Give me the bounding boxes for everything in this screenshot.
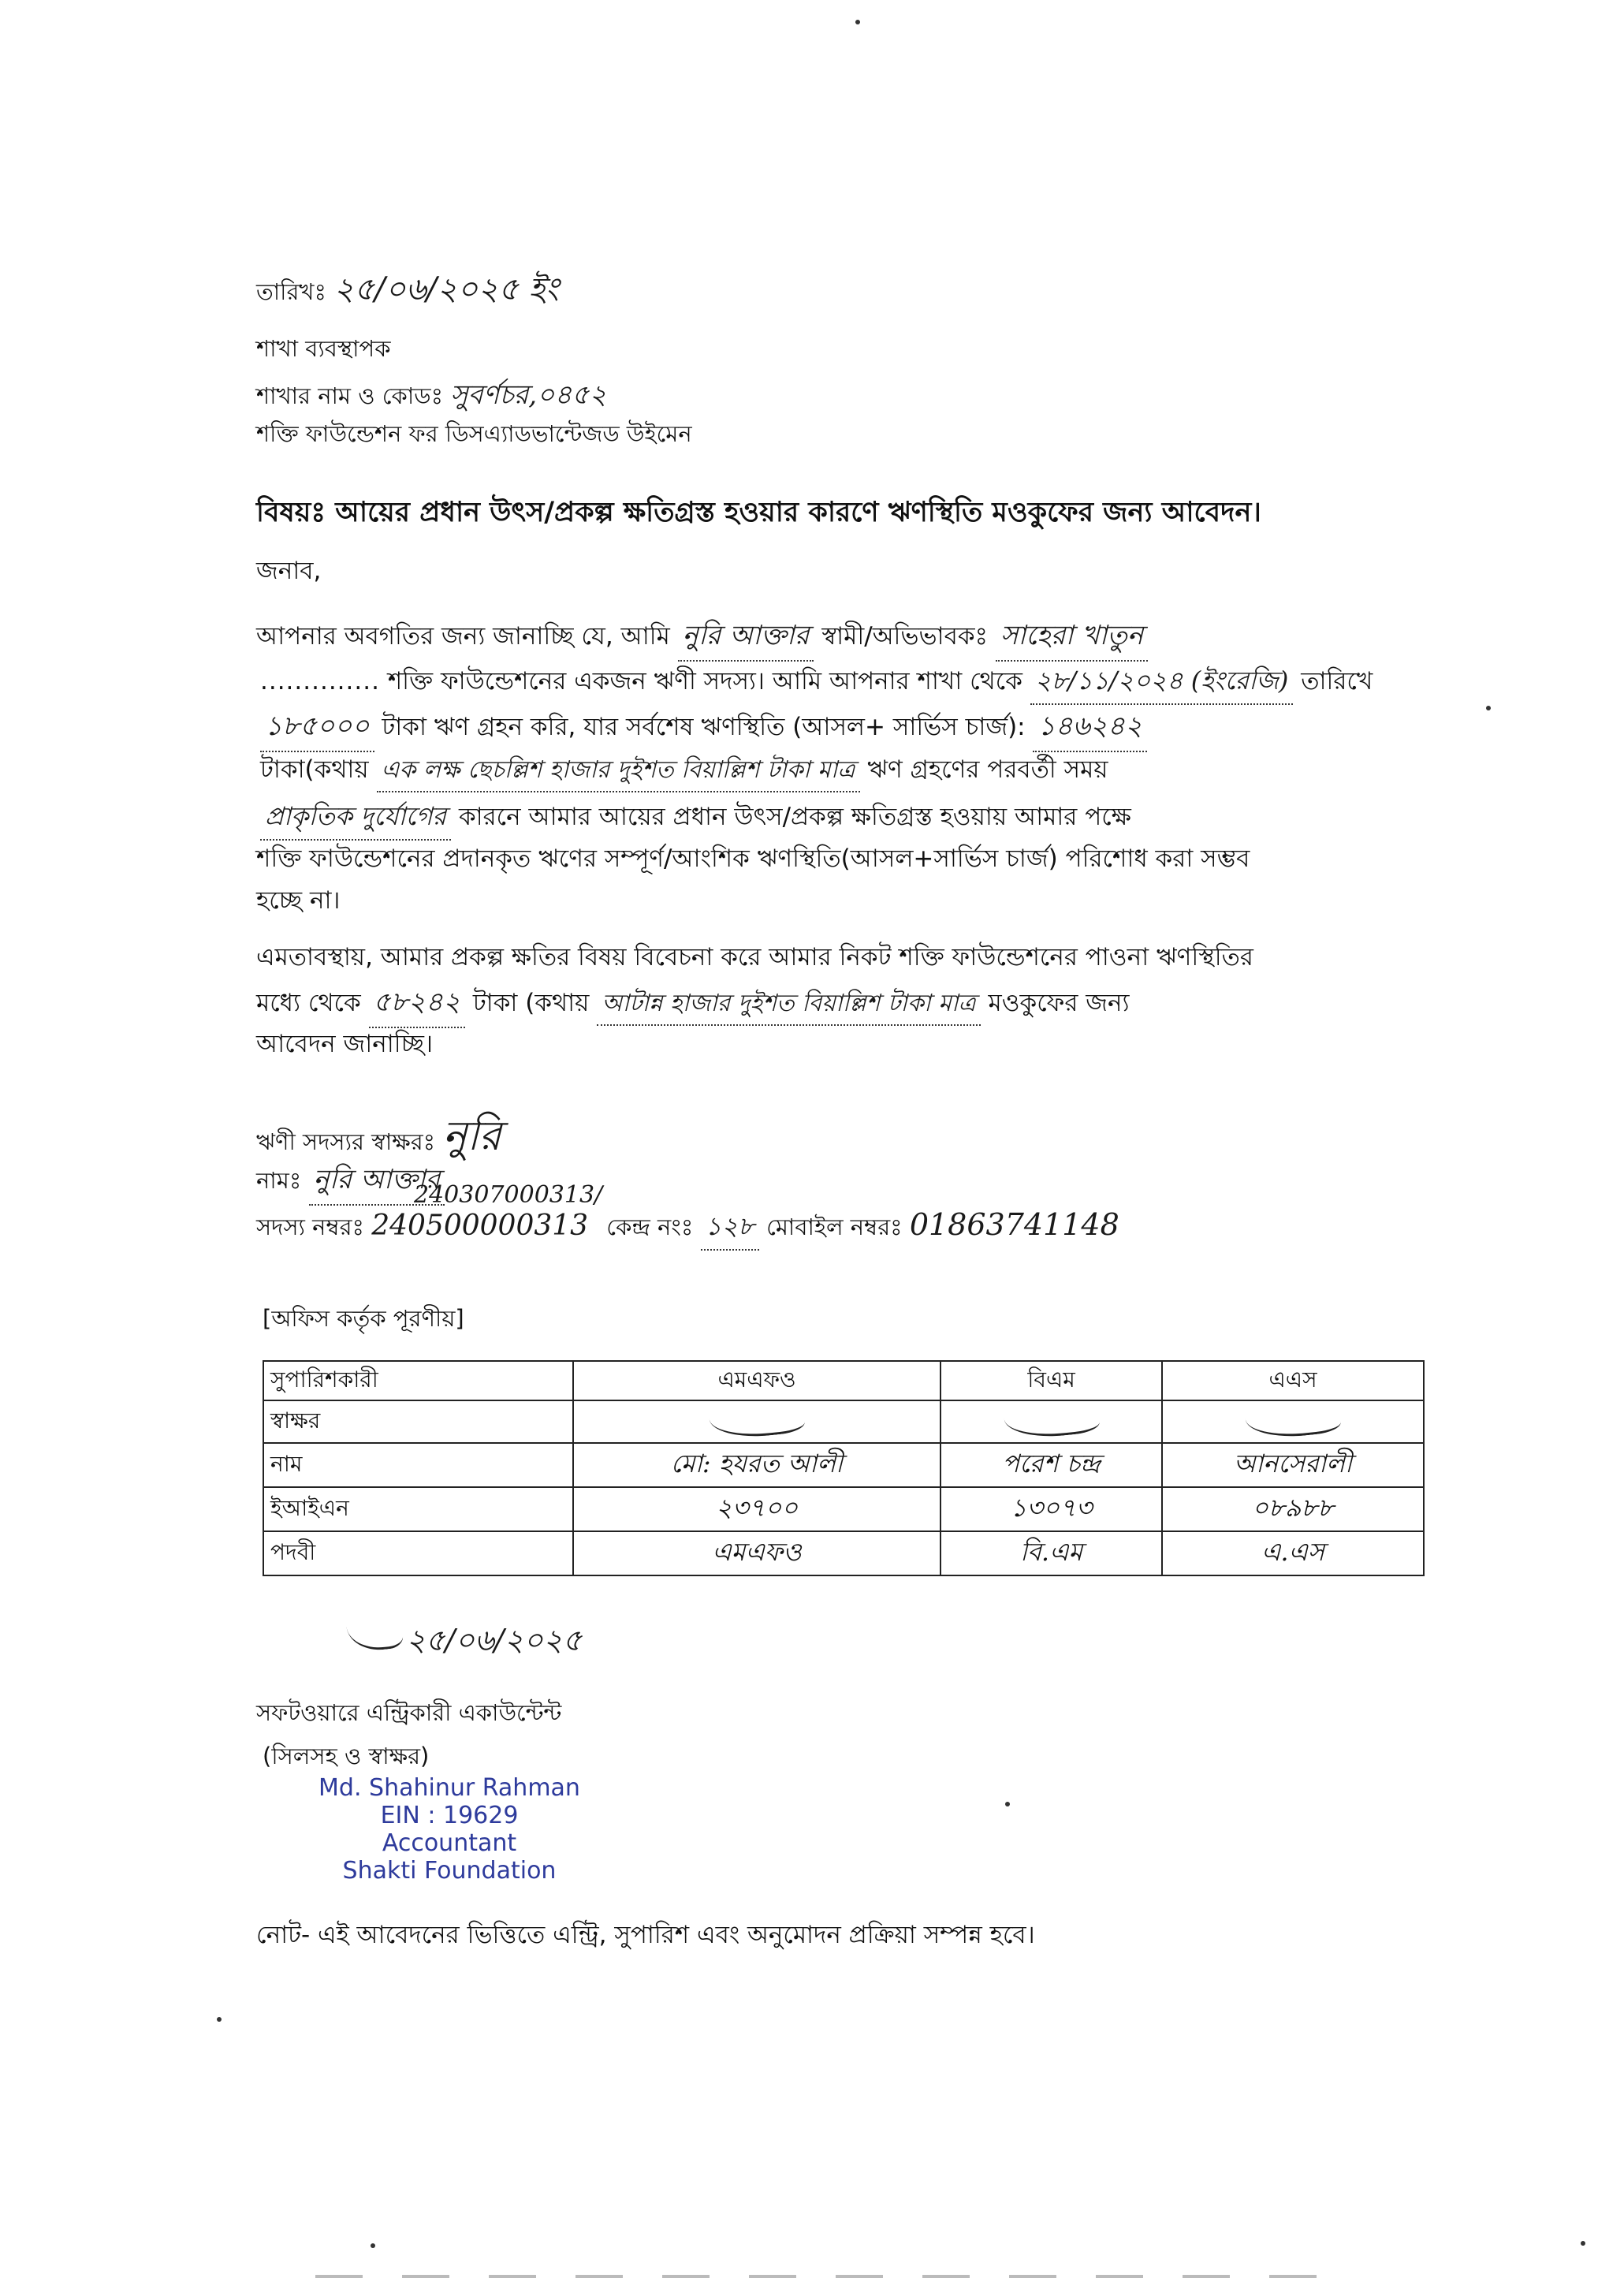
- branch-value: সুবর্ণচর,০৪৫২: [450, 379, 607, 411]
- seal-ein: EIN : 19629: [380, 1802, 519, 1829]
- scan-speck: [1486, 706, 1491, 710]
- table-header-cell: বিএম: [941, 1361, 1162, 1400]
- member-name-value: নুরি আক্তার: [309, 1159, 445, 1206]
- table-cell: পরেশ চন্দ্র: [941, 1443, 1162, 1487]
- centre-value: ১২৮: [701, 1206, 759, 1251]
- para1-line3: [260, 706, 1147, 752]
- mfo-signature: [708, 1396, 806, 1441]
- table-header-cell: এমএফও: [573, 1361, 941, 1400]
- cause-fill: প্রাকৃতিক দুর্যোগের: [260, 796, 451, 841]
- guardian-fill: সাহেরা খাতুন: [996, 615, 1148, 662]
- member-signature: নুরি: [442, 1113, 501, 1160]
- accountant-title: সফটওয়ারে এন্ট্রিকারী একাউন্টেন্ট: [256, 1699, 562, 1726]
- centre-label: কেন্দ্র নংঃ: [606, 1214, 694, 1240]
- mobile-label: মোবাইল নম্বরঃ: [766, 1214, 903, 1240]
- row-label: পদবী: [263, 1531, 573, 1575]
- salutation: জনাব,: [256, 557, 322, 585]
- table-header-cell: সুপারিশকারী: [263, 1361, 573, 1400]
- para2-text-3: টাকা (কথায়: [472, 989, 590, 1017]
- scan-speck: [1005, 1802, 1010, 1806]
- seal-organization: Shakti Foundation: [342, 1857, 557, 1885]
- bm-signature: [1003, 1396, 1101, 1441]
- table-cell: বি.এম: [941, 1531, 1162, 1575]
- table-cell: এ.এস: [1162, 1531, 1424, 1575]
- para1-line6: শক্তি ফাউন্ডেশনের প্রদানকৃত ঋণের সম্পূর্ণ/আংশিক ঋণস্থিতি(আসল+সার্ভিস চার্জ) পরিশোধ করা সম্ভব: [256, 844, 1250, 873]
- para1-text-3: শক্তি ফাউন্ডেশনের একজন ঋণী সদস্য। আমি আপনার শাখা থেকে: [387, 667, 1022, 695]
- table-row: [263, 1487, 1424, 1531]
- waive-words-fill: আটান্ন হাজার দুইশত বিয়াল্লিশ টাকা মাত্র: [597, 984, 980, 1026]
- row-label: ইআইএন: [263, 1487, 573, 1531]
- branch-label: শাখার নাম ও কোডঃ: [256, 382, 444, 409]
- member-name-fill: নুরি আক্তার: [678, 615, 814, 662]
- loan-amount-fill: ১৮৫০০০: [260, 706, 374, 752]
- table-cell: ২৩৭০০: [573, 1487, 941, 1531]
- member-id-old: 240307000313/: [414, 1181, 603, 1209]
- para2-line2: [256, 982, 1129, 1028]
- table-cell: ১৩০৭৩: [941, 1487, 1162, 1531]
- table-row: [263, 1400, 1424, 1443]
- recipient-title: শাখা ব্যবস্থাপক: [256, 335, 391, 362]
- seal-name: Md. Shahinur Rahman: [318, 1774, 580, 1802]
- scan-edge: [315, 2275, 1340, 2278]
- office-note: [অফিস কর্তৃক পূরণীয়]: [263, 1305, 464, 1332]
- organization-name: শক্তি ফাউন্ডেশন ফর ডিসএ্যাডভান্টেজড উইমেন: [256, 420, 692, 447]
- accountant-scribble: [345, 1605, 404, 1653]
- branch-line: [256, 375, 606, 419]
- balance-fill: ১৪৬২৪২: [1033, 706, 1147, 752]
- scan-speck: [1581, 2241, 1585, 2246]
- para1-line5: [260, 796, 1131, 841]
- member-name-label: নামঃ: [256, 1167, 302, 1194]
- member-id-line: [256, 1206, 1119, 1251]
- signature-cell: [941, 1400, 1162, 1443]
- scan-speck: [855, 20, 860, 24]
- balance-words-fill: এক লক্ষ ছেচল্লিশ হাজার দুইশত বিয়াল্লিশ টাকা মাত্র: [377, 751, 860, 792]
- date-value: ২৫/০৬/২০২৫ ইং: [333, 271, 559, 308]
- accountant-seal: [300, 1774, 599, 1885]
- para1-text-4: তারিখে: [1301, 667, 1373, 695]
- date-label: তারিখঃ: [256, 278, 326, 305]
- seal-designation: Accountant: [382, 1829, 517, 1857]
- para1-line4: [260, 751, 1108, 792]
- dots-fill: ..............: [260, 667, 380, 695]
- scan-speck: [217, 2017, 222, 2022]
- para1-text-7: ঋণ গ্রহণের পরবর্তী সময়: [867, 755, 1108, 784]
- para1-text-6: টাকা(কথায়: [260, 755, 369, 784]
- loan-date-fill: ২৮/১১/২০২৪ (ইংরেজি): [1030, 661, 1294, 705]
- recommendation-table: [263, 1360, 1425, 1576]
- table-cell: মো: হযরত আলী: [573, 1443, 941, 1487]
- table-cell: ০৮৯৮৮: [1162, 1487, 1424, 1531]
- para1-text-5: টাকা ঋণ গ্রহন করি, যার সর্বশেষ ঋণস্থিতি (আসল+ সার্ভিস চার্জ):: [382, 713, 1026, 741]
- para2-text-2: মধ্যে থেকে: [256, 989, 361, 1017]
- footer-note: নোট- এই আবেদনের ভিত্তিতে এন্ট্রি, সুপারিশ এবং অনুমোদন প্রক্রিয়া সম্পন্ন হবে।: [256, 1921, 1035, 1949]
- accountant-signature: [347, 1609, 582, 1668]
- row-label: স্বাক্ষর: [263, 1400, 573, 1443]
- accountant-subtitle: (সিলসহ ও স্বাক্ষর): [263, 1743, 430, 1769]
- para1-text-1: আপনার অবগতির জন্য জানাচ্ছি যে, আমি: [256, 622, 670, 651]
- member-id-label: সদস্য নম্বরঃ: [256, 1214, 364, 1240]
- signature-cell: [1162, 1400, 1424, 1443]
- scan-speck: [371, 2243, 375, 2248]
- table-row: [263, 1443, 1424, 1487]
- mobile-value: 01863741148: [909, 1207, 1119, 1242]
- para2-line1: এমতাবস্থায়, আমার প্রকল্প ক্ষতির বিষয় বিবেচনা করে আমার নিকট শক্তি ফাউন্ডেশনের পাওনা ঋণস্থিতির: [256, 943, 1253, 971]
- para1-text-2: স্বামী/অভিভাবকঃ: [821, 622, 989, 651]
- para2-line3: আবেদন জানাচ্ছি।: [256, 1030, 434, 1058]
- table-row: [263, 1531, 1424, 1575]
- table-header-row: [263, 1361, 1424, 1400]
- as-signature: [1244, 1396, 1342, 1441]
- para1-line1: [256, 615, 1148, 662]
- para1-line7: হচ্ছে না।: [256, 886, 341, 915]
- para1-text-8: কারনে আমার আয়ের প্রধান উৎস/প্রকল্প ক্ষতিগ্রস্ত হওয়ায় আমার পক্ষে: [458, 803, 1131, 831]
- member-id-value: 240500000313: [371, 1210, 589, 1242]
- subject-line: বিষয়ঃ আয়ের প্রধান উৎস/প্রকল্প ক্ষতিগ্রস্ত হওয়ার কারণে ঋণস্থিতি মওকুফের জন্য আবেদন।: [256, 497, 1261, 528]
- accountant-sig-date: ২৫/০৬/২০২৫: [406, 1623, 583, 1657]
- date-line: [256, 264, 559, 317]
- table-cell: এমএফও: [573, 1531, 941, 1575]
- waive-amount-fill: ৫৮২৪২: [369, 982, 465, 1028]
- para2-text-4: মওকুফের জন্য: [988, 989, 1130, 1017]
- table-header-cell: এএস: [1162, 1361, 1424, 1400]
- table-cell: আনসেরালী: [1162, 1443, 1424, 1487]
- para1-line2: [260, 661, 1373, 705]
- member-signature-label: ঋণী সদস্যর স্বাক্ষরঃ: [256, 1128, 436, 1155]
- row-label: নাম: [263, 1443, 573, 1487]
- signature-cell: [573, 1400, 941, 1443]
